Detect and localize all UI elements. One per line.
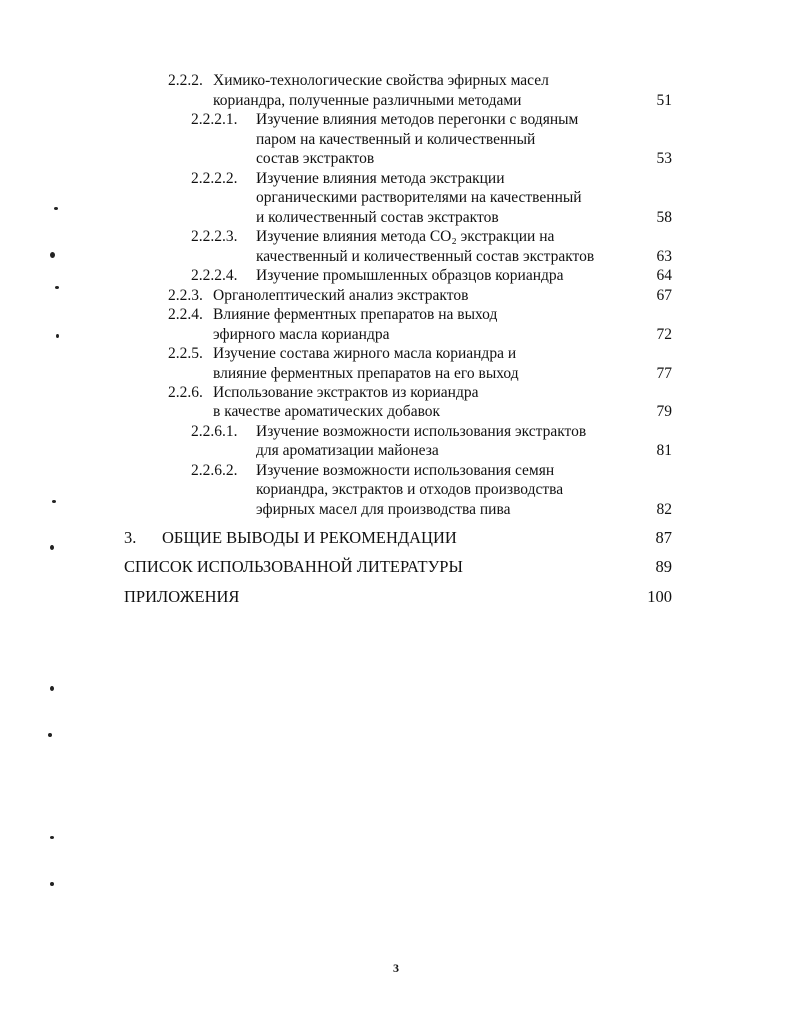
section-title: ОБЩИЕ ВЫВОДЫ И РЕКОМЕНДАЦИИ <box>162 528 457 547</box>
scan-speck <box>50 252 55 258</box>
section-page: 87 <box>655 528 672 547</box>
section-page: 89 <box>655 557 672 576</box>
toc-number: 2.2.6. <box>168 384 203 401</box>
toc-line: органическими растворителями на качественный <box>256 189 582 206</box>
toc-page: 72 <box>656 326 672 343</box>
toc-line: для ароматизации майонеза <box>256 442 439 459</box>
toc-line: и количественный состав экстрактов <box>256 209 499 226</box>
toc-page: 63 <box>656 248 672 265</box>
scan-speck <box>54 207 58 210</box>
toc-number: 2.2.2.3. <box>191 228 238 245</box>
toc-line: состав экстрактов <box>256 150 375 167</box>
toc-page: 82 <box>656 501 672 518</box>
toc-number: 2.2.4. <box>168 306 203 323</box>
toc-number: 2.2.2.1. <box>191 111 238 128</box>
toc-line: Изучение влияния метода CO₂ экстракции на <box>256 228 555 245</box>
toc-line: Органолептический анализ экстрактов <box>213 287 469 304</box>
scan-speck <box>50 686 54 691</box>
toc-line: Изучение промышленных образцов кориандра <box>256 267 564 284</box>
scan-speck <box>50 882 54 886</box>
toc-number: 2.2.3. <box>168 287 203 304</box>
toc-line: Изучение возможности использования семян <box>256 462 555 479</box>
toc-line: Изучение возможности использования экстрактов <box>256 423 587 440</box>
section-number: 3. <box>124 528 137 547</box>
scan-speck <box>50 836 54 839</box>
toc-number: 2.2.2.2. <box>191 170 238 187</box>
page-number: 3 <box>393 961 399 975</box>
toc-page: 81 <box>656 442 672 459</box>
toc-line: Химико-технологические свойства эфирных масел <box>213 72 549 89</box>
toc-line: кориандра, экстрактов и отходов производства <box>256 481 564 498</box>
toc-line: паром на качественный и количественный <box>256 131 536 148</box>
toc-page: 53 <box>656 150 672 167</box>
toc-number: 2.2.6.1. <box>191 423 238 440</box>
scan-speck <box>52 500 56 503</box>
toc-line: эфирных масел для производства пива <box>256 501 511 518</box>
toc-page: 77 <box>656 365 672 382</box>
section-page: 100 <box>647 587 672 606</box>
section-title: СПИСОК ИСПОЛЬЗОВАННОЙ ЛИТЕРАТУРЫ <box>124 557 463 576</box>
scan-speck <box>50 545 54 550</box>
section-title: ПРИЛОЖЕНИЯ <box>124 587 240 606</box>
toc-page: 79 <box>656 403 672 420</box>
toc-page: 58 <box>656 209 672 226</box>
toc-number: 2.2.2. <box>168 72 203 89</box>
toc-line: в качестве ароматических добавок <box>213 403 441 420</box>
toc-line: Изучение состава жирного масла кориандра и <box>213 345 517 362</box>
toc-line: качественный и количественный состав экстрактов <box>256 248 595 265</box>
scan-speck <box>56 334 59 338</box>
toc-line: Изучение влияния метода экстракции <box>256 170 505 187</box>
scan-speck <box>55 286 59 289</box>
toc-number: 2.2.2.4. <box>191 267 238 284</box>
toc-number: 2.2.5. <box>168 345 203 362</box>
toc-line: Использование экстрактов из кориандра <box>213 384 479 401</box>
toc-line: Влияние ферментных препаратов на выход <box>213 306 498 323</box>
toc-line: влияние ферментных препаратов на его выход <box>213 365 519 382</box>
toc-line: Изучение влияния методов перегонки с водяным <box>256 111 579 128</box>
toc-page: 51 <box>656 92 672 109</box>
toc-line: эфирного масла кориандра <box>213 326 390 343</box>
scan-speck <box>48 733 52 737</box>
toc-page: 64 <box>656 267 672 284</box>
toc-page: 67 <box>656 287 672 304</box>
toc-number: 2.2.6.2. <box>191 462 238 479</box>
toc-line: кориандра, полученные различными методами <box>213 92 522 109</box>
